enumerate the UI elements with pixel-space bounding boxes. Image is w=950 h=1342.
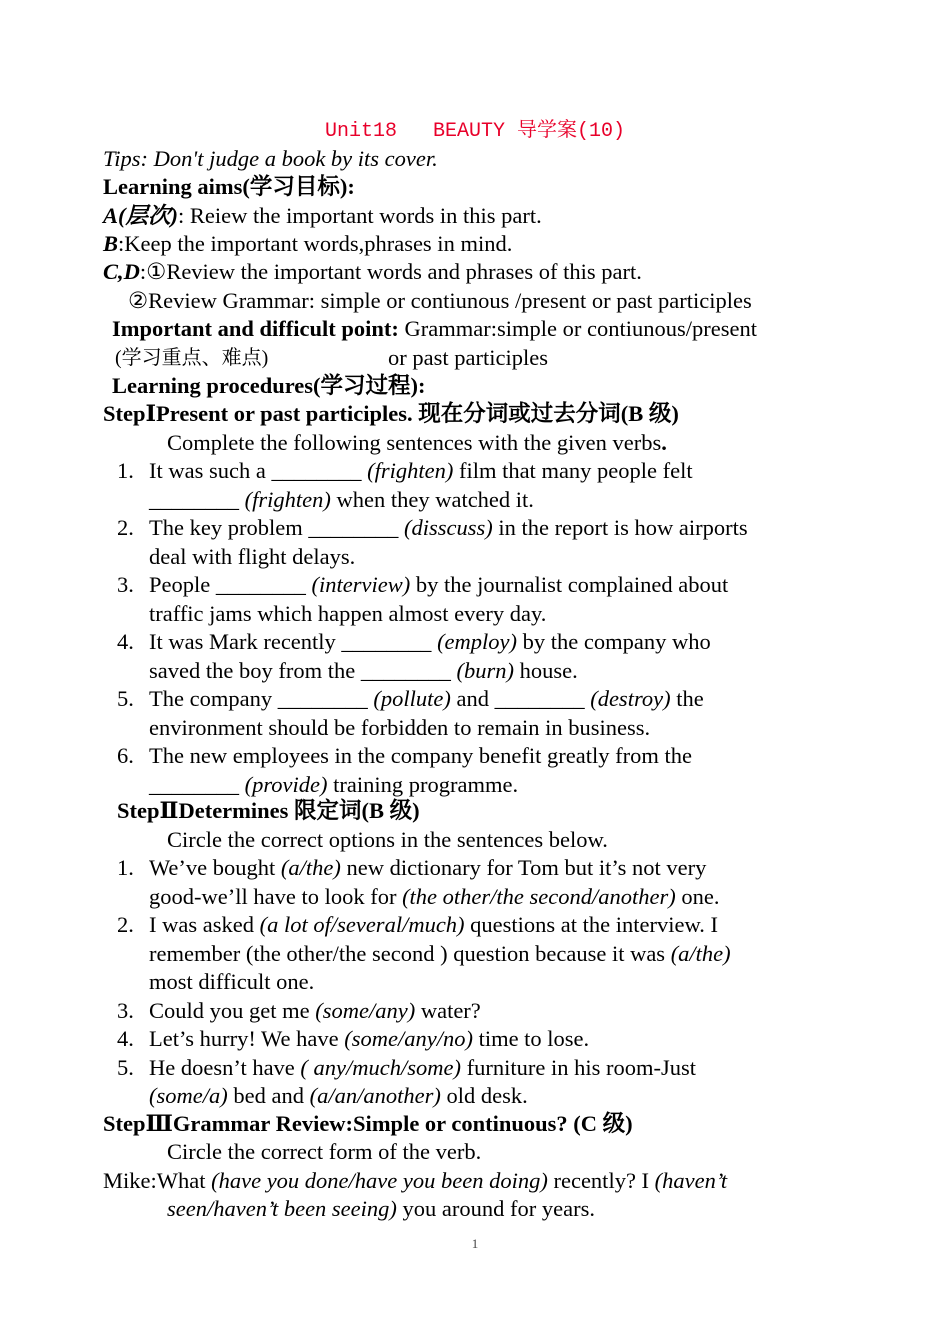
key-point-cn: (学习重点、难点) <box>115 347 269 369</box>
list-item-line <box>149 1054 696 1082</box>
verb-hint: (haven’t <box>654 1168 728 1193</box>
sentence-text: training programme. <box>327 771 519 797</box>
key-point-line: Important and difficult point: Grammar:simple or contiunous/present <box>112 316 757 341</box>
aims-heading: Learning aims(学习目标): <box>103 174 355 199</box>
verb-hint: (burn) <box>456 657 514 683</box>
verb-hint: ( any/much/some) <box>300 1054 461 1080</box>
verb-hint: (some/any) <box>315 997 416 1023</box>
sentence-text: The company ________ <box>149 686 374 711</box>
sentence-text: It was such a ________ <box>149 458 368 483</box>
tips-line: Tips: Don't judge a book by its cover. <box>103 146 438 171</box>
list-item-line <box>149 685 704 713</box>
step1-heading: StepⅠPresent or past participles. 现在分词或过去分词(B 级) <box>103 401 679 426</box>
sentence-text: most difficult one. <box>149 969 315 994</box>
aim-cd-2: ②Review Grammar: simple or contiunous /present or past participles <box>128 288 752 313</box>
verb-hint: (interview) <box>311 572 411 597</box>
sentence-text: new dictionary for Tom but it’s not very <box>340 855 707 880</box>
verb-hint: (frighten) <box>244 486 331 512</box>
sentence-text: by the company who <box>517 629 711 654</box>
list-item-line <box>149 1082 528 1110</box>
verb-hint: (a/the) <box>280 855 341 880</box>
sentence-text: ________ <box>149 486 245 512</box>
sentence-text: the <box>670 686 704 711</box>
step2-heading: StepⅡDetermines 限定词(B 级) <box>117 798 420 823</box>
item-number: 6. <box>117 743 134 768</box>
step3-heading: StepⅢGrammar Review:Simple or continuous? (C 级) <box>103 1111 633 1136</box>
sentence-text: you around for years. <box>396 1196 595 1221</box>
sentence-text: I was asked <box>149 912 260 937</box>
list-item-line <box>149 514 748 542</box>
verb-hint: (destroy) <box>590 686 671 711</box>
sentence-text: traffic jams which happen almost every day. <box>149 600 547 626</box>
list-item-line <box>149 486 534 514</box>
list-item-line <box>149 571 728 599</box>
list-item-line <box>149 940 731 968</box>
item-number: 4. <box>117 629 134 654</box>
sentence-text: bed and <box>227 1083 310 1108</box>
list-item-line <box>149 911 718 939</box>
aim-b: B:Keep the important words,phrases in mind. <box>103 231 513 256</box>
list-item-line <box>149 600 546 628</box>
page-title: Unit18 BEAUTY 导学案(10) <box>324 117 626 143</box>
verb-hint: (employ) <box>437 629 518 654</box>
step3-line-2 <box>167 1195 595 1223</box>
list-item-line <box>149 883 720 911</box>
sentence-text: It was Mark recently ________ <box>149 629 438 654</box>
item-number: 5. <box>117 686 134 711</box>
step1-instruction: Complete the following sentences with the given verbs. <box>167 430 667 455</box>
sentence-text: in the report is how airports <box>492 515 748 540</box>
list-item-line <box>149 628 711 656</box>
sentence-text: questions at the interview. I <box>464 912 719 937</box>
list-item-line <box>149 657 578 685</box>
item-number: 1. <box>117 458 134 483</box>
key-point-line-2: or past participles <box>388 345 548 370</box>
sentence-text: good-we’ll have to look for <box>149 883 403 909</box>
list-item-line <box>149 714 650 742</box>
sentence-text: and ________ <box>450 686 591 711</box>
verb-hint: (a/the) <box>670 940 731 966</box>
step3-line-1 <box>103 1167 727 1195</box>
item-number: 4. <box>117 1026 134 1051</box>
list-item-line <box>149 1025 589 1053</box>
sentence-text: deal with flight delays. <box>149 543 356 569</box>
sentence-text: environment should be forbidden to remain in business. <box>149 714 651 740</box>
verb-hint: (frighten) <box>367 458 454 483</box>
verb-hint: (some/a) <box>149 1083 228 1108</box>
sentence-text: He doesn’t have <box>149 1054 301 1080</box>
sentence-text: water? <box>415 997 481 1023</box>
sentence-text: house. <box>513 657 578 683</box>
aim-cd: C,D:①Review the important words and phrases of this part. <box>103 259 642 284</box>
sentence-text: by the journalist complained about <box>410 572 729 597</box>
verb-hint: (a/an/another) <box>309 1083 441 1108</box>
sentence-text: People ________ <box>149 572 312 597</box>
list-item-line <box>149 968 314 996</box>
item-number: 1. <box>117 855 134 880</box>
list-item-line <box>149 457 693 485</box>
item-number: 2. <box>117 912 134 937</box>
list-item-line <box>149 543 355 571</box>
list-item-line <box>149 997 481 1025</box>
sentence-text: recently? I <box>547 1168 655 1193</box>
verb-hint: (have you done/have you been doing) <box>211 1168 548 1193</box>
list-item-line <box>149 771 518 799</box>
verb-hint: (the other/the second/another) <box>402 883 676 909</box>
verb-hint: (disscuss) <box>403 515 493 540</box>
step2-instruction: Circle the correct options in the sentences below. <box>167 827 608 852</box>
sentence-text: saved the boy from the ________ <box>149 657 457 683</box>
sentence-text: The key problem ________ <box>149 515 404 540</box>
sentence-text: old desk. <box>440 1083 528 1108</box>
sentence-text: The new employees in the company benefit greatly from the <box>149 743 692 768</box>
sentence-text: one. <box>675 883 720 909</box>
sentence-text: film that many people felt <box>453 458 693 483</box>
item-number: 3. <box>117 997 134 1023</box>
item-number: 5. <box>117 1054 134 1080</box>
item-number: 2. <box>117 515 134 540</box>
sentence-text: Mike:What <box>103 1168 212 1193</box>
sentence-text: ________ <box>149 771 245 797</box>
sentence-text: remember (the other/the second ) question because it was <box>149 940 671 966</box>
list-item-line <box>149 854 706 882</box>
sentence-text: Let’s hurry! We have <box>149 1026 345 1051</box>
aim-a: A(层次): Reiew the important words in this part. <box>103 203 542 228</box>
procedures-heading: Learning procedures(学习过程): <box>112 373 426 398</box>
verb-hint: (provide) <box>244 771 328 797</box>
verb-hint: seen/haven’t been seeing) <box>167 1196 397 1221</box>
sentence-text: Could you get me <box>149 997 316 1023</box>
verb-hint: (some/any/no) <box>344 1026 473 1051</box>
item-number: 3. <box>117 572 134 597</box>
sentence-text: when they watched it. <box>330 486 534 512</box>
sentence-text: furniture in his room-Just <box>461 1054 696 1080</box>
verb-hint: (a lot of/several/much) <box>259 912 465 937</box>
page-number: 1 <box>471 1236 479 1251</box>
step3-instruction: Circle the correct form of the verb. <box>167 1139 482 1164</box>
verb-hint: (pollute) <box>373 686 451 711</box>
sentence-text: time to lose. <box>472 1026 590 1051</box>
sentence-text: We’ve bought <box>149 855 281 880</box>
list-item-line <box>149 742 692 770</box>
